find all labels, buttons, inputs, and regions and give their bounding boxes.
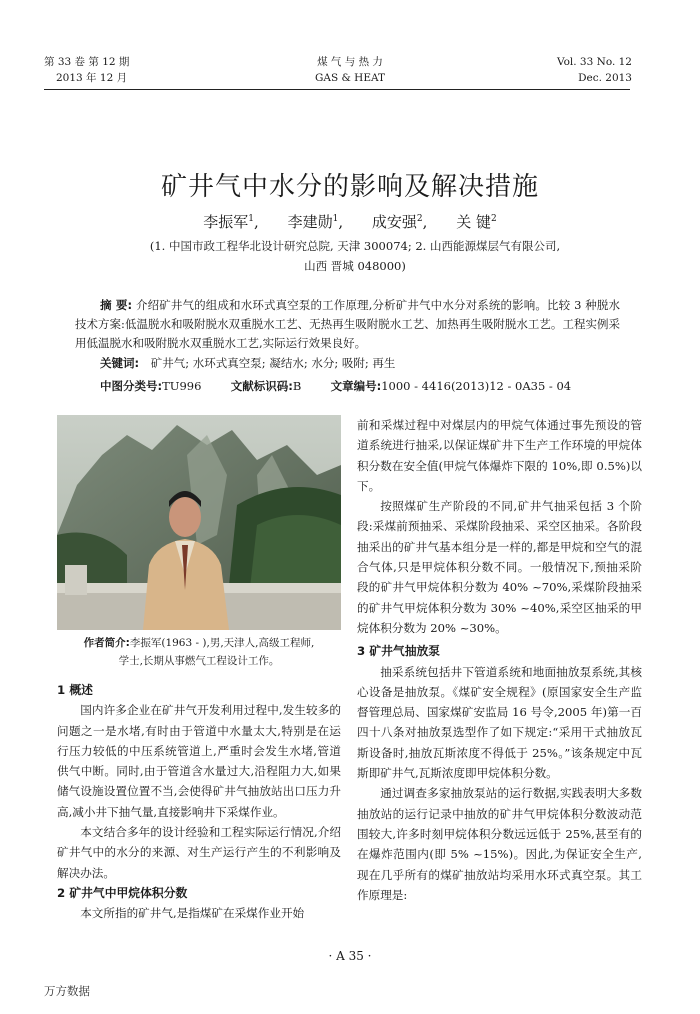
paper-title: 矿井气中水分的影响及解决措施 (160, 172, 539, 202)
keywords-label: 关键词: (100, 356, 140, 370)
clc-label: 中图分类号: (100, 379, 163, 393)
affiliation-line-1: (1. 中国市政工程华北设计研究总院, 天津 300074; 2. 山西能源煤层气有限公司, (149, 239, 561, 253)
journal-volume-info-en (557, 54, 632, 86)
author-bio-caption (57, 634, 341, 670)
right-paragraph-3: 抽采系统包括井下管道系统和地面抽放泵系统,其核心设备是抽放泵。《煤矿安全规程》(原国家安全生产监督管理总局、国家煤矿安监局 16 号令,2005 年)第一百四十八条对抽放泵选型作了如下规定:“采用干式抽放瓦斯设备时,抽放瓦斯浓度不得低于 25%。”该条规定中瓦斯即矿井气,瓦斯浓度即甲烷体积分数。 (357, 664, 642, 781)
author-2: 李建勋$^1$, (287, 213, 344, 231)
volume-issue-en: Vol. 33 No. 12 (556, 56, 632, 68)
author-list (0, 211, 700, 232)
right-paragraph-4: 通过调查多家抽放泵站的运行数据,实践表明大多数抽放站的运行记录中抽放的矿井气甲烷体积分数波动范围较大,许多时刻甲烷体积分数远远低于 25%,甚至有的在爆炸范围内(即 5% ~15%)。因此,为保证安全生产,现在几乎所有的煤矿抽放站均采用水环式真空泵。其工作原理是: (357, 786, 642, 902)
journal-name-cn: 煤 气 与 热 力 (317, 56, 383, 68)
right-paragraph-1: 前和采煤过程中对煤层内的甲烷气体通过事先预设的管道系统进行抽采,以保证煤矿井下生产工作环境的甲烷体积分数在安全值(甲烷气体爆炸下限的 10%,即 0.5%)以下。 (357, 418, 642, 493)
section-1-heading: 1 概述 (57, 683, 93, 697)
section-2-heading: 2 矿井气中甲烷体积分数 (57, 885, 188, 900)
section-1-paragraph-1: 国内许多企业在矿井气开发利用过程中,发生较多的问题之一是水堵,有时由于管道中水量太大,特别是在运行压力较低的中压系统管道上,严重时会发生水堵,管道供气中断。同时,由于管道含水量过大,沿程阻力大,如果储气设施设置位置不当,会使得矿井气抽放站出口压力升高,减小井下抽气量,直接影响井下采煤作业。 (57, 703, 341, 819)
author-3-affil: 2 (416, 214, 423, 224)
page-number: · A 35 · (328, 949, 372, 963)
volume-issue: 第 33 卷 第 12 期 (44, 56, 130, 68)
affiliations (60, 236, 650, 276)
right-column (357, 415, 642, 905)
affiliation-line-2: 山西 晋城 048000) (304, 259, 406, 273)
author-photo (57, 415, 341, 630)
author-4 (456, 213, 497, 231)
doc-code-label: 文献标识码: (230, 379, 293, 393)
author-photo-image (57, 415, 341, 630)
issue-date-en: Dec. 2013 (578, 72, 632, 84)
caption-line-2: 学士,长期从事燃气工程设计工作。 (118, 655, 280, 667)
left-column (57, 680, 341, 924)
keywords-text: 矿井气; 水环式真空泵; 凝结水; 水分; 吸附; 再生 (150, 356, 396, 370)
author-2-affil: 1 (332, 214, 339, 224)
author-3-name: 成安强 (371, 213, 417, 231)
author-4-affil: 2 (490, 214, 497, 224)
doc-code-value: B (292, 379, 302, 393)
author-1-name: 李振军 (203, 213, 249, 231)
author-3: 成安强$^2$, (371, 213, 428, 231)
section-1-paragraph-2: 本文结合多年的设计经验和工程实际运行情况,介绍矿井气中的水分的来源、对生产运行产生的不利影响及解决办法。 (57, 825, 341, 880)
section-2-paragraph-1: 本文所指的矿井气,是指煤矿在采煤作业开始 (80, 906, 305, 921)
section-3-heading: 3 矿井气抽放泵 (357, 644, 441, 659)
author-2-name: 李建勋 (287, 213, 333, 231)
article-no-value: 1000 - 4416(2013)12 - 0A35 - 04 (381, 379, 572, 393)
author-1: 李振军$^1$, (203, 213, 259, 231)
article-no-label: 文章编号: (330, 379, 382, 393)
caption-label: 作者简介: (83, 637, 130, 649)
right-paragraph-2: 按照煤矿生产阶段的不同,矿井气抽采包括 3 个阶段:采煤前预抽采、采煤阶段抽采、采空区抽采。各阶段抽采出的矿井气基本组分是一样的,都是甲烷和空气的混合气体,只是甲烷体积分数不同。一般情况下,预抽采阶段的矿井气甲烷体积分数为 40% ~70%,采煤阶段抽采的矿井气甲烷体积分数为 30% ~40%,采空区抽采的甲烷体积分数为 20% ~30%。 (357, 499, 642, 635)
keywords (100, 355, 640, 371)
watermark: 万方数据 (44, 984, 90, 998)
author-1-affil: 1 (248, 214, 255, 224)
clc-value: TU996 (162, 379, 202, 393)
author-4-name: 关 键 (456, 213, 491, 231)
issue-date: 2013 年 12 月 (56, 72, 128, 84)
abstract (75, 296, 620, 353)
abstract-label: 摘 要: (100, 298, 133, 312)
header-divider (44, 89, 630, 90)
abstract-text: 介绍矿井气的组成和水环式真空泵的工作原理,分析矿井气中水分对系统的影响。比较 3 种脱水技术方案:低温脱水和吸附脱水双重脱水工艺、无热再生吸附脱水工艺、加热再生吸附脱水工艺。工程实例采用低温脱水和吸附脱水双重脱水工艺,实际运行效果良好。 (75, 298, 620, 350)
classification-line (100, 378, 640, 394)
caption-line-1-text: 李振军(1963 - ),男,天津人,高级工程师, (129, 637, 315, 649)
caption-line-1 (57, 634, 341, 652)
journal-name-en: GAS & HEAT (314, 72, 386, 84)
